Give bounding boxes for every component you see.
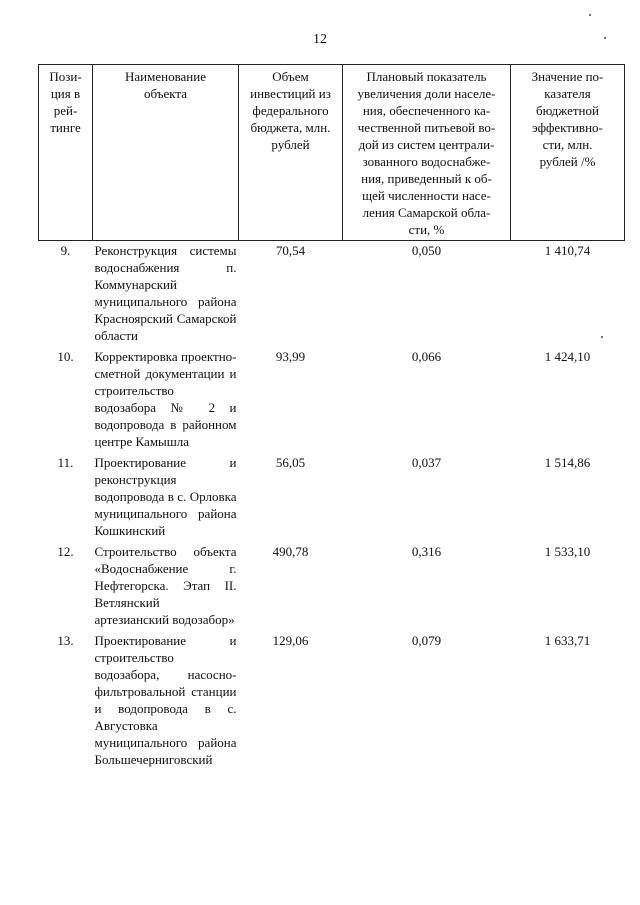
row-position: 12. xyxy=(57,544,74,559)
row-investment: 129,06 xyxy=(272,633,309,648)
row-investment: 56,05 xyxy=(275,455,306,470)
row-object-name: Строительство объекта «Водоснабжение г. Нефтегорска. Этап II. Ветлянский артезианский водозабор» xyxy=(94,544,237,627)
row-indicator: 0,066 xyxy=(411,349,442,364)
row-investment: 70,54 xyxy=(275,243,306,258)
header-position: Пози- ция в рей- тинге xyxy=(39,65,93,241)
row-efficiency: 1 424,10 xyxy=(544,349,591,364)
header-investment: Объем инвестиций из федерального бюджета, млн. рублей xyxy=(239,65,343,241)
row-position: 9. xyxy=(60,243,71,258)
row-object-name: Корректировка проектно-сметной документации и строительство водозабора № 2 и водопровода в районном центре Камышла xyxy=(94,349,237,449)
row-investment: 490,78 xyxy=(272,544,309,559)
row-investment: 93,99 xyxy=(275,349,306,364)
scan-speck xyxy=(589,14,591,16)
investment-rating-table xyxy=(38,64,625,771)
page-number: 12 xyxy=(313,32,327,47)
row-position: 10. xyxy=(57,349,74,364)
table-row xyxy=(39,241,625,348)
row-indicator: 0,316 xyxy=(411,544,442,559)
row-position: 13. xyxy=(57,633,74,648)
table-row xyxy=(39,347,625,453)
row-indicator: 0,079 xyxy=(411,633,442,648)
table-row xyxy=(39,542,625,631)
table-row xyxy=(39,631,625,771)
header-efficiency: Значение по- казателя бюджетной эффективно- сти, млн. рублей /% xyxy=(511,65,625,241)
row-efficiency: 1 410,74 xyxy=(544,243,591,258)
header-object-name: Наименование объекта xyxy=(93,65,239,241)
table-body xyxy=(39,241,625,772)
row-object-name: Проектирование и строительство водозабора, насосно-фильтровальной станции и водопровода в с. Августовка муниципального района Большечерниговский xyxy=(94,633,237,767)
scan-speck xyxy=(604,37,606,39)
row-efficiency: 1 633,71 xyxy=(544,633,591,648)
header-indicator: Плановый показатель увеличения доли населе- ния, обеспеченного ка- чественной питьевой во- дой из систем централи- зованного водоснабже- ния, приведенный к об- щей численности насе- ления Самарской обла- сти, % xyxy=(343,65,511,241)
table-header-row xyxy=(39,65,625,241)
row-object-name: Реконструкция системы водоснабжения п. Коммунарский муниципального района Красноярский Самарской области xyxy=(94,243,237,343)
row-indicator: 0,037 xyxy=(411,455,442,470)
scan-speck xyxy=(601,336,603,338)
row-indicator: 0,050 xyxy=(411,243,442,258)
table-row xyxy=(39,453,625,542)
row-position: 11. xyxy=(57,455,74,470)
row-efficiency: 1 533,10 xyxy=(544,544,591,559)
row-object-name: Проектирование и реконструкция водопровода в с. Орловка муниципального района Кошкинский xyxy=(94,455,237,538)
row-efficiency: 1 514,86 xyxy=(544,455,591,470)
